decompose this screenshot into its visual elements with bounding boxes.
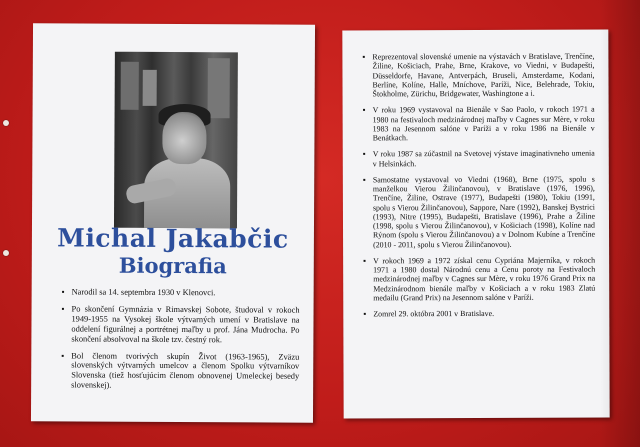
list-item: ▪ Reprezentoval slovenské umenie na výstavách v Bratislave, Trenčíne, Žiline, Košiciach, Prahe, Brne, Krakove, vo Viedni, v Budapešti, Düsseldorfe, Havane, Antverpách, Bruseli, Amsterdame, Kodani, Berlíne, Kolíne, Halle, Mníchove, Paríži, Nice, Belehrade, Tokiu, Štokholme, Zürichu, Bridgewater, Washingtone a i.	[362, 52, 594, 99]
list-item: ▪ Po skončení Gymnázia v Rimavskej Sobote, študoval v rokoch 1949-1955 na Vysokej škole výtvarných umení v Bratislave na oddelení figurálnej a portrétnej maľby u prof. Jána Mudrocha. Po skončení absolvoval na škole tzv. čestný rok.	[61, 304, 299, 345]
list-item: ▪ V rokoch 1969 a 1972 získal cenu Cypriána Majerníka, v rokoch 1971 a 1980 dostal Národnú cenu a Cenu poroty na Festivaloch medzinárodnej maľby v Cagnes sur Mère, v roku 1976 Grand Prix na Medzinárodnom bienále maľby v Košiciach a v roku 1983 Zlatú medailu (Grand Prix) na Jesennom salóne v Paríži.	[363, 255, 595, 302]
list-item: ▪ Bol členom tvorivých skupín Život (1963-1965), Zväzu slovenských výtvarných umelcov a členom Spolku výtvarníkov Slovenska (tiež hosťujúcim členom obnovenej Umeleckej besedy slovenskej).	[61, 351, 299, 392]
pin-icon	[3, 120, 9, 126]
artist-name: Michal Jakabčic	[57, 223, 289, 254]
portrait-photo	[114, 52, 238, 229]
section-title: Biografia	[118, 252, 227, 279]
biography-list	[61, 287, 300, 398]
exhibitions-list	[362, 52, 595, 326]
board-shadow	[600, 0, 640, 447]
list-item: ▪ Samostatne vystavoval vo Viedni (1968), Brne (1975, spolu s manželkou Vierou Žilinčanovou), v Bratislave (1976, 1996), Trenčíne, Žiline, Ostrave (1977), Budapešti (1980), Tokiu (1991, spolu s Vierou Žilinčanovou), Sappore, Nare (1992), Banskej Bystrici (1993), Nitre (1995), Budapešti, Bratislave (1996), Prahe a Žiline (1998, spolu s Vierou Žilinčanovou), v Košiciach (1998), Kolíne nad Rýnom (spolu s Vierou Žilinčanovou) a v Dolnom Kubíne a Trenčíne (2010 - 2011, spolu s Vierou Žilinčanovou).	[363, 174, 595, 249]
exhibitions-sheet	[342, 30, 609, 419]
list-item: ▪ Narodil sa 14. septembra 1930 v Klenovci.	[62, 287, 300, 298]
pin-icon	[3, 250, 9, 256]
list-item: ▪ V roku 1969 vystavoval na Bienále v Sao Paolo, v rokoch 1971 a 1980 na festivaloch medzinárodnej maľby v Cagnes sur Mère, v roku 1983 na Jesennom salóne v Paríži a v roku 1986 na Bienále v Benátkach.	[363, 105, 595, 143]
list-item: ▪ Zomrel 29. októbra 2001 v Bratislave.	[363, 309, 595, 319]
list-item: ▪ V roku 1987 sa zúčastnil na Svetovej výstave imaginativneho umenia v Helsinkách.	[363, 149, 595, 168]
biography-sheet	[31, 23, 315, 422]
